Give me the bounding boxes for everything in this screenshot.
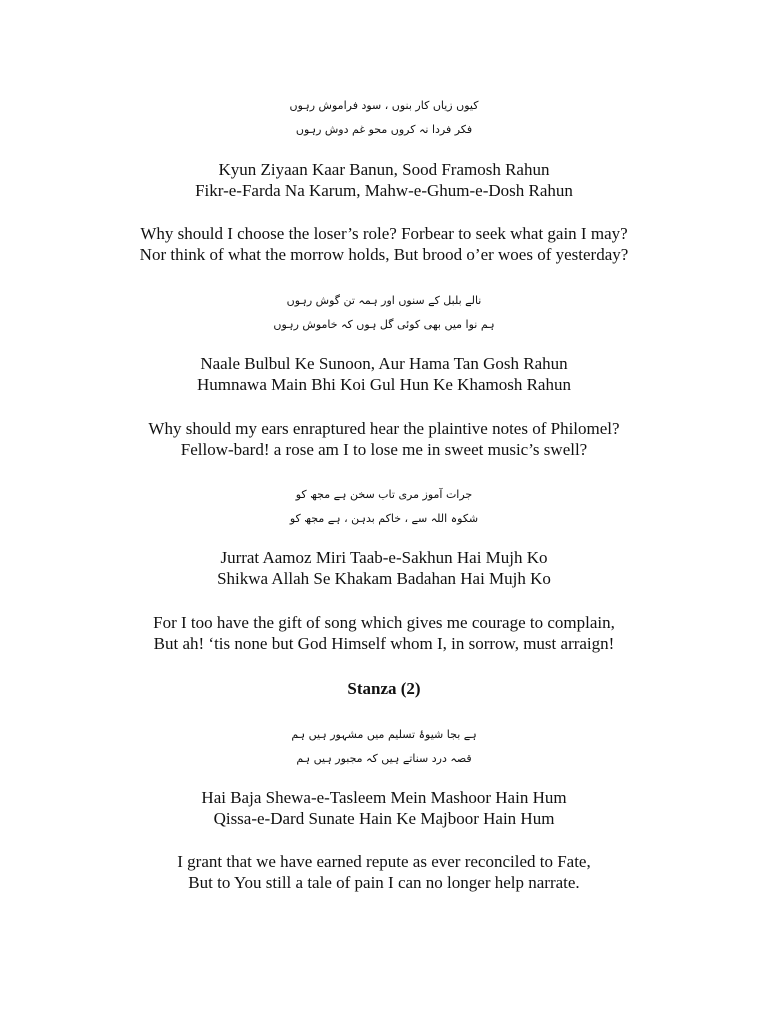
urdu-line: قصہ درد سناتے ہیں کہ مجبور ہیں ہم: [296, 752, 472, 765]
urdu-verse-4: [0, 723, 768, 771]
urdu-line: نالے بلبل کے سنوں اور ہمہ تن گوش رہوں: [286, 294, 482, 307]
transliteration-line: Kyun Ziyaan Kaar Banun, Sood Framosh Rahun: [218, 160, 550, 179]
translation-line: Nor think of what the morrow holds, But brood o’er woes of yesterday?: [139, 245, 629, 264]
transliteration-verse-3: [0, 547, 768, 589]
translation-verse-3: [0, 612, 768, 654]
transliteration-line: Qissa-e-Dard Sunate Hain Ke Majboor Hain Hum: [213, 809, 555, 828]
translation-line: Fellow-bard! a rose am I to lose me in sweet music’s swell?: [180, 440, 588, 459]
translation-line: But ah! ‘tis none but God Himself whom I, in sorrow, must arraign!: [153, 634, 615, 653]
translation-line: I grant that we have earned repute as ever reconciled to Fate,: [177, 852, 591, 871]
urdu-verse-1: [0, 94, 768, 142]
translation-line: Why should my ears enraptured hear the plaintive notes of Philomel?: [148, 419, 620, 438]
transliteration-line: Jurrat Aamoz Miri Taab-e-Sakhun Hai Mujh Ko: [220, 548, 548, 567]
transliteration-verse-2: [0, 353, 768, 395]
transliteration-line: Naale Bulbul Ke Sunoon, Aur Hama Tan Gosh Rahun: [200, 354, 568, 373]
transliteration-line: Hai Baja Shewa-e-Tasleem Mein Mashoor Hain Hum: [201, 788, 567, 807]
transliteration-line: Fikr-e-Farda Na Karum, Mahw-e-Ghum-e-Dosh Rahun: [195, 181, 573, 200]
transliteration-line: Shikwa Allah Se Khakam Badahan Hai Mujh Ko: [217, 569, 551, 588]
urdu-line: ہے بجا شیوۂ تسلیم میں مشہور ہیں ہم: [291, 728, 477, 741]
translation-line: Why should I choose the loser’s role? Forbear to seek what gain I may?: [140, 224, 628, 243]
urdu-line: کیوں زیاں کار بنوں ، سود فراموش رہوں: [289, 99, 479, 112]
urdu-line: شکوہ اللہ سے ، خاکم بدہن ، ہے مجھ کو: [289, 512, 479, 525]
transliteration-verse-1: [0, 159, 768, 201]
transliteration-line: Humnawa Main Bhi Koi Gul Hun Ke Khamosh Rahun: [197, 375, 571, 394]
urdu-line: جرات آموز مری تاب سخن ہے مجھ کو: [295, 488, 473, 501]
translation-verse-2: [0, 418, 768, 460]
urdu-verse-2: [0, 289, 768, 337]
translation-verse-4: [0, 851, 768, 893]
urdu-line: فکر فردا نہ کروں محو غم دوش رہوں: [295, 123, 473, 136]
translation-verse-1: [0, 223, 768, 265]
translation-line: For I too have the gift of song which gives me courage to complain,: [153, 613, 615, 632]
stanza-heading: Stanza (2): [347, 679, 421, 698]
urdu-line: ہم نوا میں بھی کوئی گل ہوں کہ خاموش رہوں: [273, 318, 495, 331]
transliteration-verse-4: [0, 787, 768, 829]
translation-line: But to You still a tale of pain I can no longer help narrate.: [188, 873, 580, 892]
urdu-verse-3: [0, 483, 768, 531]
